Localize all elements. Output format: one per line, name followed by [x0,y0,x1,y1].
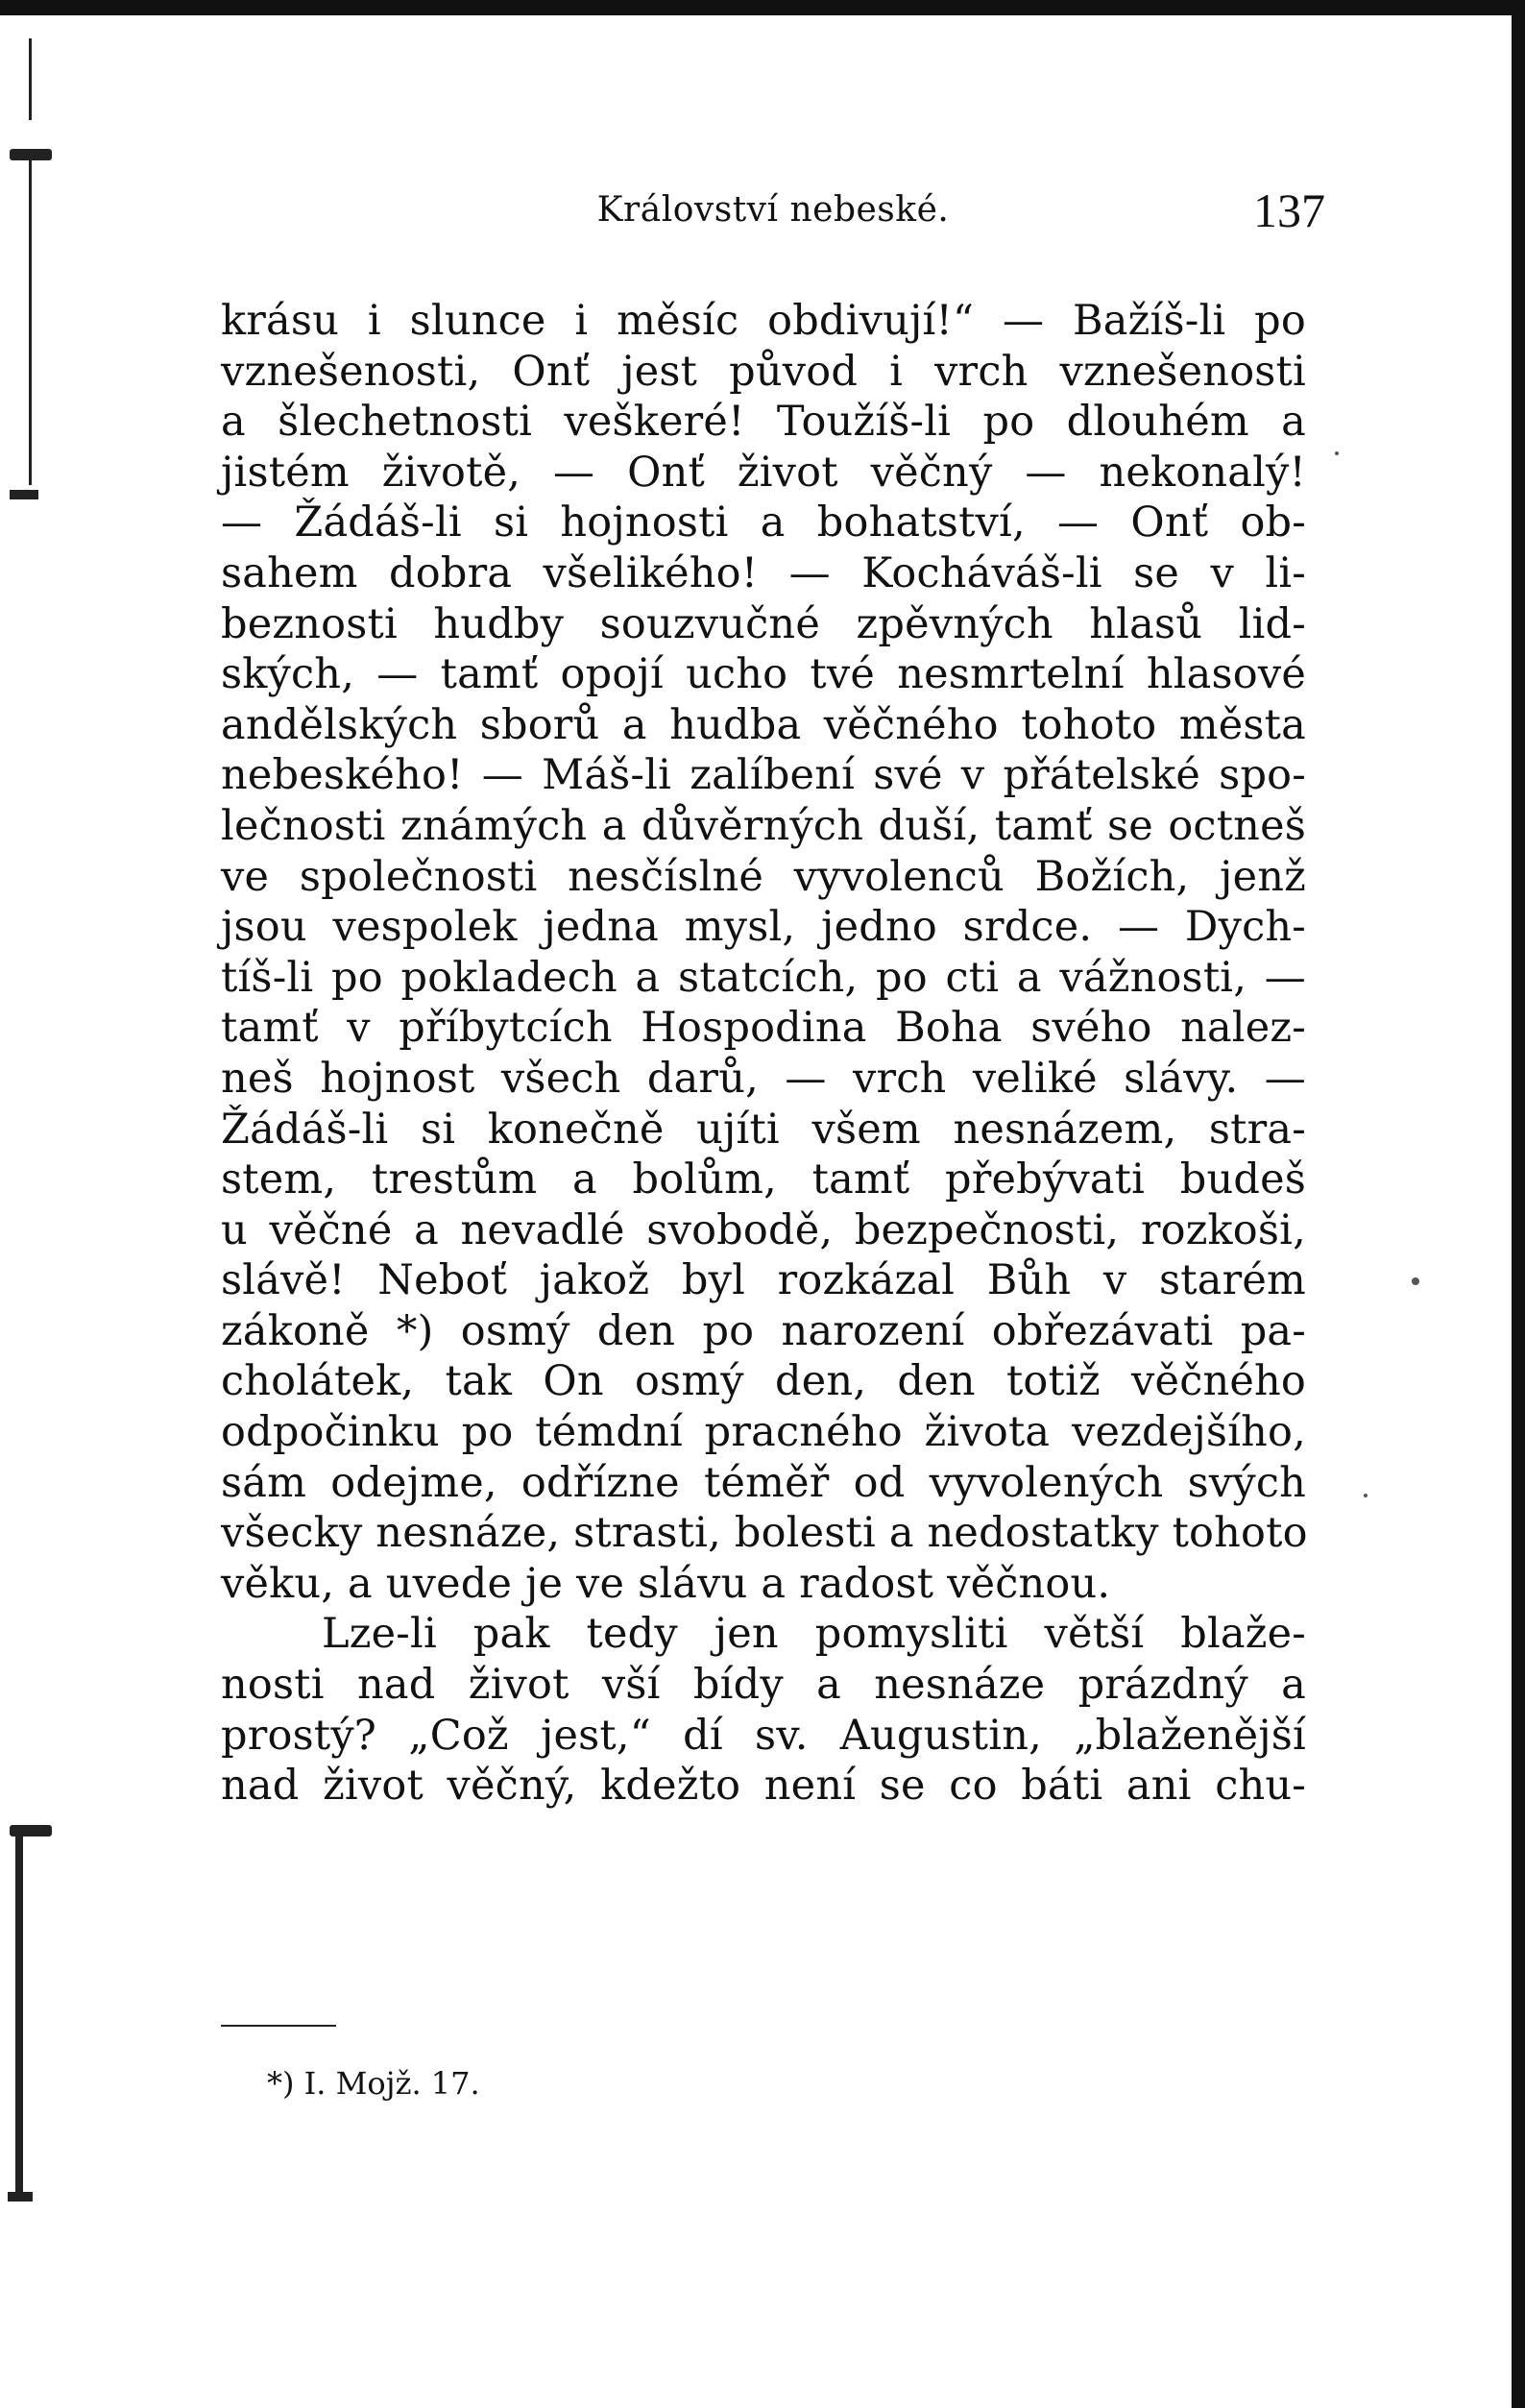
text-line: tíš-li po pokladech a statcích, po cti a vážnosti, — [221,953,1306,1002]
page-header [221,182,1325,259]
text-line: sám odejme, odřízne téměř od vyvolených svých [221,1458,1306,1507]
text-line: beznosti hudby souzvučné zpěvných hlasů lid- [221,599,1306,648]
running-head: Království nebeské. [596,190,950,230]
paragraph-end-line: věku, a uvede je ve slávu a radost věčnou. [221,1559,1111,1608]
text-line: zákoně *) osmý den po narození obřezávati pa- [221,1306,1306,1355]
text-line: nebeského! — Máš-li zalíbení své v přátelské spo- [221,751,1306,800]
text-line: lečnosti známých a důvěrných duší, tamť se octneš [221,801,1306,850]
text-line: nosti nad život vší bídy a nesnáze prázdný a [221,1661,1306,1710]
text-line: Žádáš-li si konečně ujíti všem nesnázem, stra- [221,1105,1306,1154]
binding-edge-mark [8,2192,33,2201]
text-line: sahem dobra všelikého! — Kocháváš-li se v li- [221,548,1306,597]
binding-edge-line [29,158,32,485]
text-line: ských, — tamť opojí ucho tvé nesmrtelní hlasové [221,650,1306,699]
scan-speck [1412,1277,1419,1285]
binding-edge-line [15,1836,23,2201]
binding-edge-mark [10,490,38,499]
text-line: andělských sborů a hudba věčného tohoto města [221,700,1306,749]
text-line: cholátek, tak On osmý den, den totiž věčného [221,1357,1306,1406]
text-line: odpočinku po témdní pracného života vezdejšího, [221,1408,1306,1457]
text-line: — Žádáš-li si hojnosti a bohatství, — Onť ob- [221,499,1306,547]
text-line: jistém životě, — Onť život věčný — nekonalý! [221,448,1306,497]
text-line: slávě! Neboť jakož byl rozkázal Bůh v starém [221,1256,1306,1305]
scan-speck [1335,451,1339,455]
text-line: jsou vespolek jedna mysl, jedno srdce. — Dych- [221,903,1306,952]
text-line: ve společnosti nesčíslné vyvolenců Božích, jenž [221,852,1306,901]
text-line: krásu i slunce i měsíc obdivují!“ — Bažíš-li po [221,297,1306,345]
paragraph-first-line: Lze-li pak tedy jen pomysliti větší blaže- [322,1610,1306,1659]
footnote: *) I. Mojž. 17. [267,2065,480,2102]
text-line: vznešenosti, Onť jest původ i vrch vznešenosti [221,347,1306,396]
scan-border-right [1512,0,1525,2408]
text-line: a šlechetnosti veškeré! Toužíš-li po dlouhém a [221,398,1306,447]
text-line: tamť v příbytcích Hospodina Boha svého nalez- [221,1004,1306,1053]
text-line: prostý? „Což jest,“ dí sv. Augustin, „blaženější [221,1711,1306,1760]
scan-border-top [0,0,1525,15]
footnote-rule [221,2025,336,2027]
text-line: nad život věčný, kdežto není se co báti ani chu- [221,1762,1306,1811]
binding-edge-mark [10,1825,52,1836]
text-line: neš hojnost všech darů, — vrch veliké slávy. — [221,1054,1306,1103]
body-text [221,296,1306,1812]
text-line: stem, trestům a bolům, tamť přebývati budeš [221,1155,1306,1204]
page-number: 137 [1253,183,1325,237]
binding-edge-line [29,38,32,120]
text-line: všecky nesnáze, strasti, bolesti a nedostatky tohoto [221,1509,1308,1558]
text-line: u věčné a nevadlé svobodě, bezpečnosti, rozkoši, [221,1205,1306,1254]
scan-speck [1364,1494,1368,1497]
